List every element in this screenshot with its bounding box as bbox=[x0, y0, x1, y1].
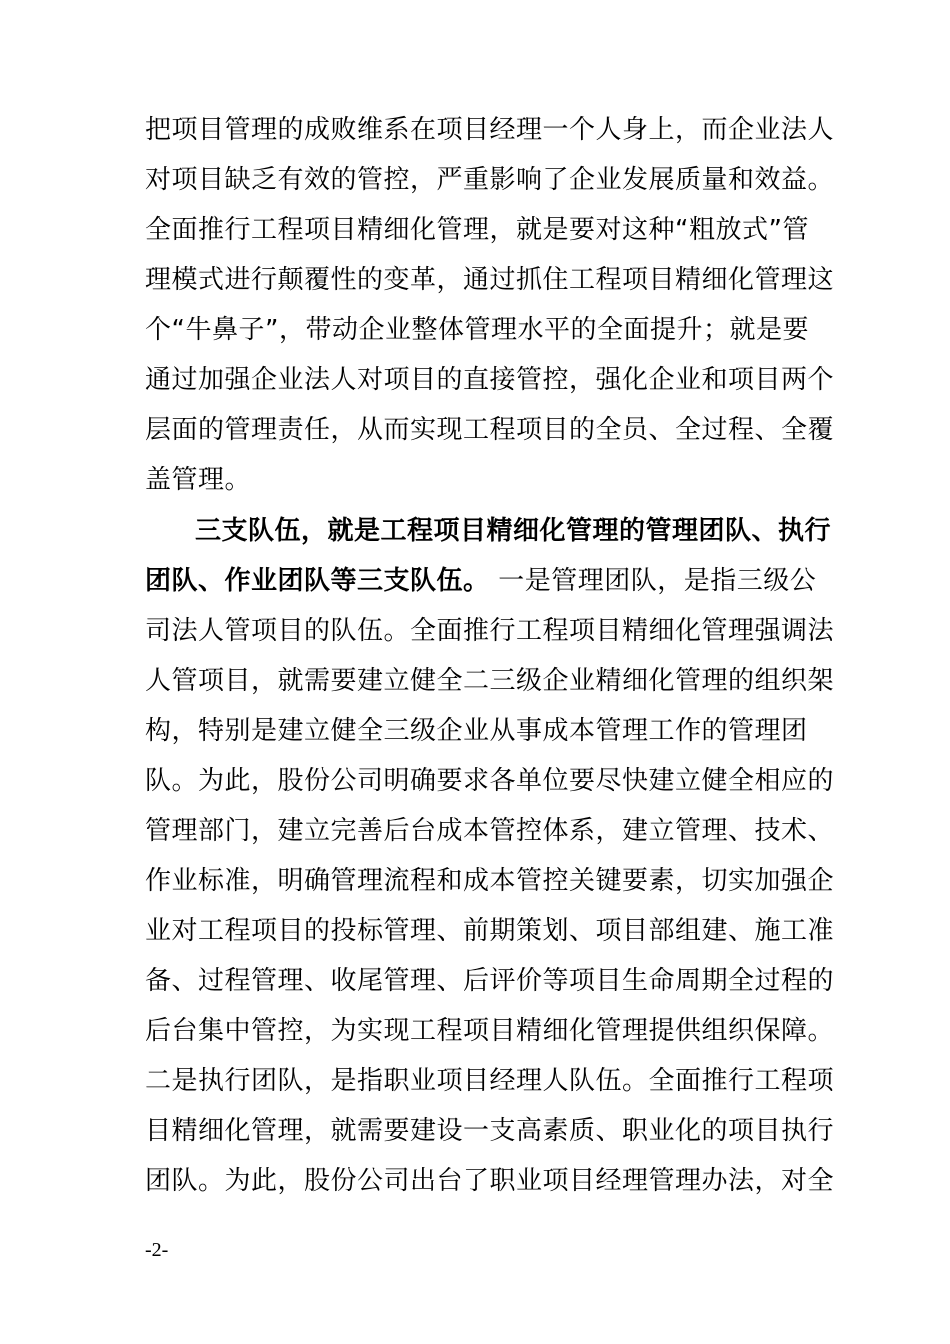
body-text-span: 一是管理团队，是指三级公 bbox=[489, 566, 817, 596]
bold-heading-text: 团队、作业团队等三支队伍。 bbox=[145, 566, 490, 596]
body-text-line: 把项目管理的成败维系在项目经理一个人身上，而企业法人 bbox=[145, 115, 835, 145]
body-text-line: 备、过程管理、收尾管理、后评价等项目生命周期全过程的 bbox=[145, 966, 835, 996]
body-text-line: 作业标准，明确管理流程和成本管控关键要素，切实加强企 bbox=[145, 866, 835, 896]
body-text-line: 通过加强企业法人对项目的直接管控，强化企业和项目两个 bbox=[145, 365, 835, 395]
body-text-line: 盖管理。 bbox=[145, 465, 252, 495]
body-text-line bbox=[145, 564, 816, 598]
body-text-line: 个“牛鼻子”，带动企业整体管理水平的全面提升；就是要 bbox=[145, 315, 809, 345]
body-text-line: 全面推行工程项目精细化管理，就是要对这种“粗放式”管 bbox=[145, 215, 809, 245]
body-text-line: 层面的管理责任，从而实现工程项目的全员、全过程、全覆 bbox=[145, 415, 835, 445]
page-number: -2- bbox=[145, 1239, 169, 1261]
body-text-line: 管理部门，建立完善后台成本管控体系，建立管理、技术、 bbox=[145, 816, 835, 846]
body-text-line: 后台集中管控，为实现工程项目精细化管理提供组织保障。 bbox=[145, 1016, 835, 1046]
body-text-line: 司法人管项目的队伍。全面推行工程项目精细化管理强调法 bbox=[145, 616, 835, 646]
bold-heading-text: 三支队伍，就是工程项目精细化管理的管理团队、执行 bbox=[195, 516, 832, 546]
body-text-line: 人管项目，就需要建立健全二三级企业精细化管理的组织架 bbox=[145, 666, 835, 696]
body-text-line: 构，特别是建立健全三级企业从事成本管理工作的管理团 bbox=[145, 716, 808, 746]
body-text-line: 对项目缺乏有效的管控，严重影响了企业发展质量和效益。 bbox=[145, 165, 835, 195]
body-text-line: 理模式进行颠覆性的变革，通过抓住工程项目精细化管理这 bbox=[145, 265, 835, 295]
body-text-line: 二是执行团队，是指职业项目经理人队伍。全面推行工程项 bbox=[145, 1066, 835, 1096]
body-text-line: 队。为此，股份公司明确要求各单位要尽快建立健全相应的 bbox=[145, 766, 835, 796]
paragraph-heading-line bbox=[195, 514, 831, 548]
body-text-line: 业对工程项目的投标管理、前期策划、项目部组建、施工准 bbox=[145, 916, 835, 946]
body-text-line: 团队。为此，股份公司出台了职业项目经理管理办法，对全 bbox=[145, 1166, 835, 1196]
body-text-line: 目精细化管理，就需要建设一支高素质、职业化的项目执行 bbox=[145, 1116, 835, 1146]
